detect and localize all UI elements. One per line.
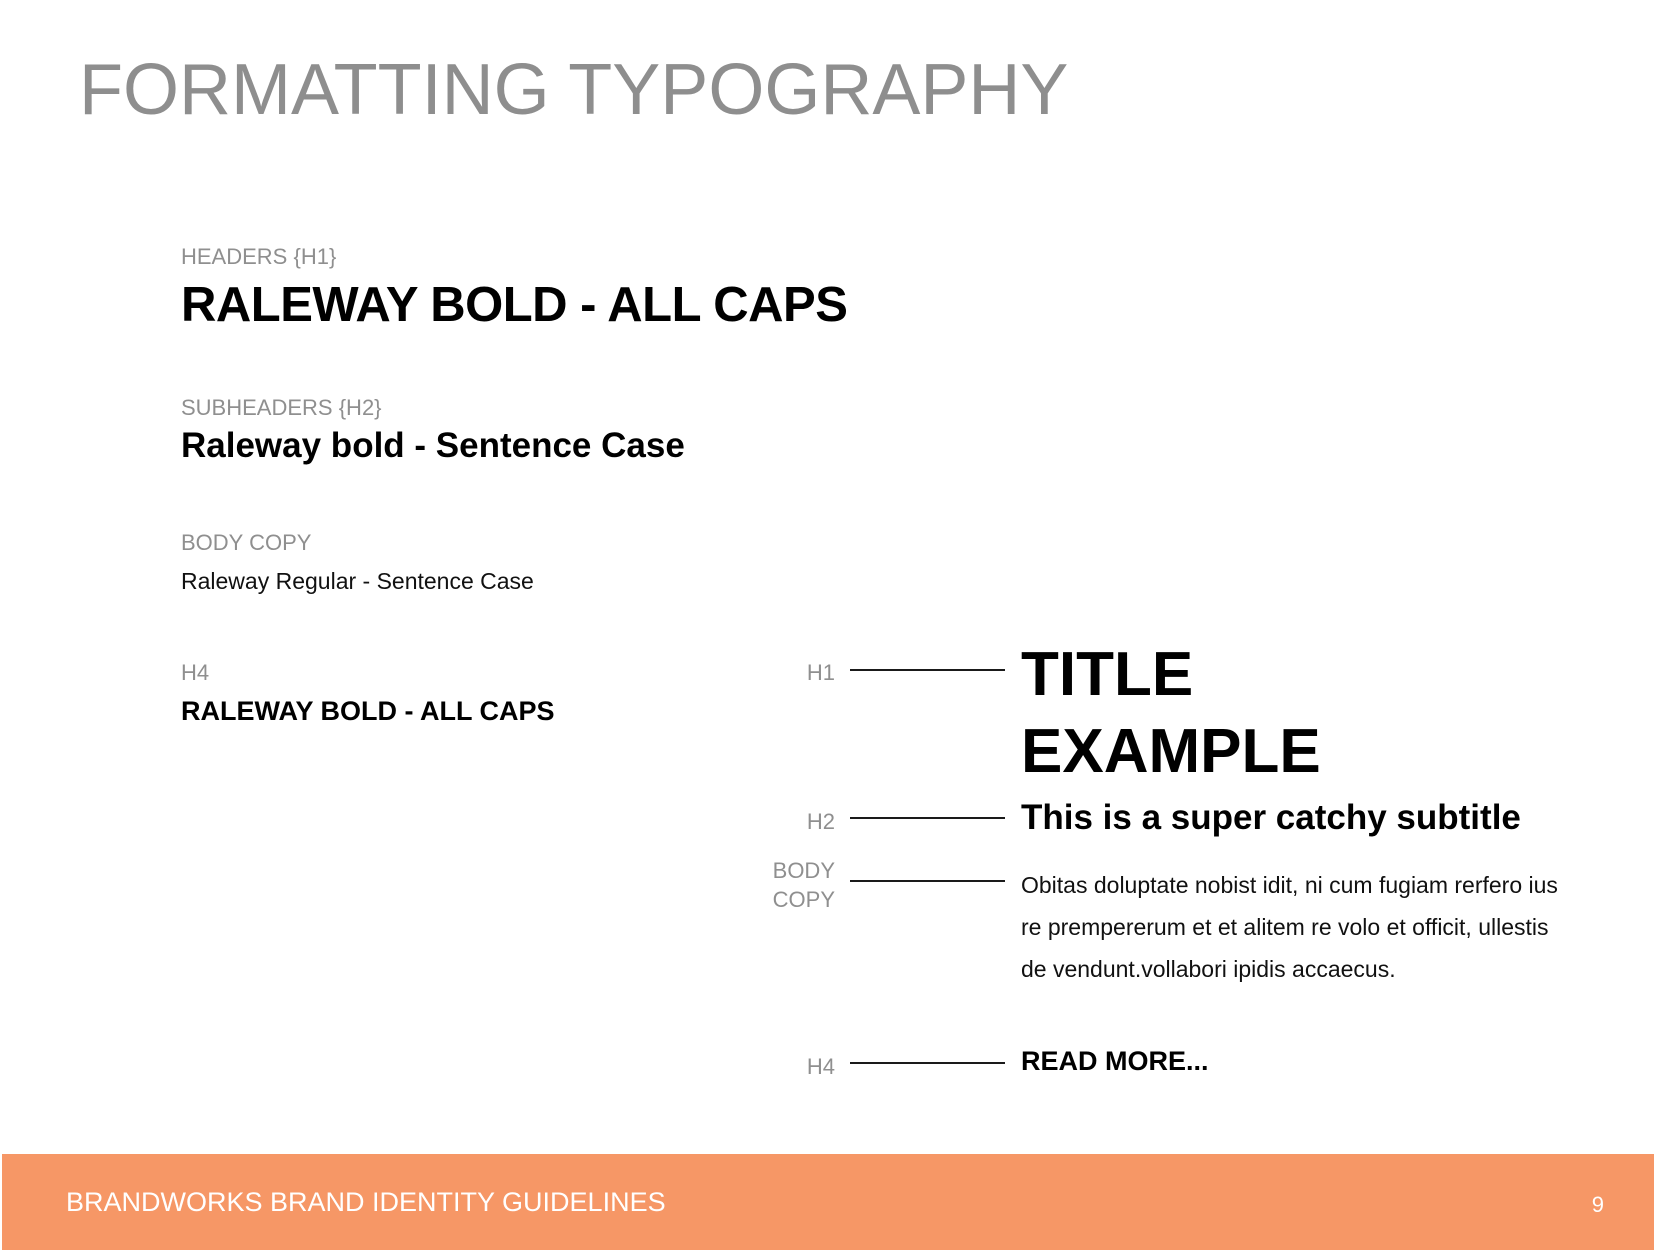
h1-spec-label: HEADERS {H1} bbox=[181, 244, 337, 269]
h2-connector-line bbox=[850, 817, 1005, 819]
body-spec-sample: Raleway Regular - Sentence Case bbox=[181, 568, 534, 594]
h2-spec-sample: Raleway bold - Sentence Case bbox=[181, 426, 685, 465]
h4-spec-label: H4 bbox=[181, 660, 210, 685]
footer-text: BRANDWORKS BRAND IDENTITY GUIDELINES bbox=[66, 1187, 666, 1217]
body-spec-label: BODY COPY bbox=[181, 530, 312, 555]
h2-spec-label: SUBHEADERS {H2} bbox=[181, 395, 382, 420]
page-title: FORMATTING TYPOGRAPHY bbox=[79, 50, 1069, 130]
example-body-label bbox=[773, 857, 835, 914]
example-h1-label: H1 bbox=[806, 660, 835, 685]
body-connector-line bbox=[850, 880, 1005, 882]
example-subtitle: This is a super catchy subtitle bbox=[1021, 798, 1521, 837]
h4-connector-line bbox=[850, 1062, 1005, 1064]
h1-connector-line bbox=[850, 669, 1005, 671]
h4-spec-sample: RALEWAY BOLD - ALL CAPS bbox=[181, 696, 555, 726]
page-number: 9 bbox=[1591, 1192, 1604, 1217]
example-body-copy: Obitas doluptate nobist idit, ni cum fugiam rerfero ius re prempererum et et alitem re volo et officit, ullestis de vendunt.vollabori ipidis accaecus. bbox=[1021, 872, 1558, 982]
example-h2-label: H2 bbox=[806, 809, 835, 834]
example-title-line2: EXAMPLE bbox=[1021, 717, 1321, 786]
footer-bar bbox=[2, 1154, 1654, 1250]
example-body-label-line2: COPY bbox=[772, 886, 835, 912]
read-more-link[interactable]: READ MORE... bbox=[1021, 1046, 1209, 1076]
example-title-line1: TITLE bbox=[1021, 640, 1194, 709]
example-h4-label: H4 bbox=[806, 1054, 835, 1079]
h1-spec-sample: RALEWAY BOLD - ALL CAPS bbox=[181, 278, 848, 332]
example-body-label-line1: BODY bbox=[772, 858, 835, 883]
example-title bbox=[1021, 636, 1321, 790]
